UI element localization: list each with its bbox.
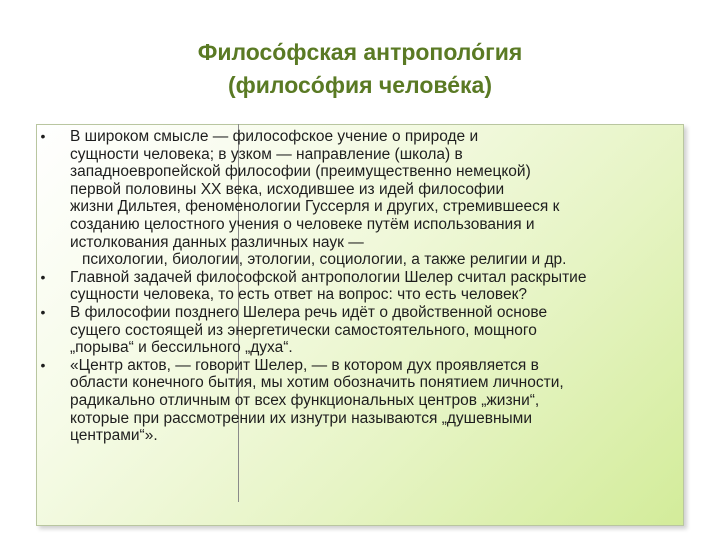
bullet-icon: •	[40, 128, 46, 144]
text-line: которые при рассмотрении их изнутри называются „душевными	[70, 409, 532, 427]
bullet-list	[36, 128, 656, 445]
text-line: западноевропейской философии (преимущественно немецкой)	[70, 163, 531, 181]
bullet-icon: •	[40, 268, 46, 285]
text-line: Главной задачей философской антропологии Шелер считал раскрытие	[70, 268, 587, 286]
title-line-2	[0, 69, 720, 102]
text-line: центрами“».	[70, 427, 158, 445]
list-item	[36, 357, 656, 445]
text-line: первой половины XX века, исходившее из идей философии	[70, 180, 505, 198]
text-line: „порыва“ и бессильного „духа“.	[70, 339, 293, 357]
title-subtitle: (филосо́фия челове́ка)	[228, 72, 492, 98]
bullet-icon: •	[40, 356, 46, 373]
text-line: истолкования данных различных наук —	[70, 233, 364, 251]
bullet-icon: •	[40, 303, 46, 320]
list-item	[36, 269, 656, 304]
list-item	[36, 128, 656, 269]
list-item	[36, 304, 656, 357]
text-line: жизни Дильтея, феноменологии Гуссерля и других, стремившееся к	[70, 198, 560, 216]
text-line: сущности человека; в узком — направление (школа) в	[70, 145, 463, 163]
text-line: сущего состоящей из энергетически самостоятельного, мощного	[70, 321, 537, 339]
text-line: психологии, биологии, этологии, социологии, а также религии и др.	[82, 251, 567, 269]
text-line: сущности человека, то есть ответ на вопрос: что есть человек?	[70, 286, 528, 304]
title-line-1: Филосо́фская антрополо́гия	[197, 39, 523, 65]
text-line: радикально отличным от всех функциональных центров „жизни“,	[70, 391, 540, 409]
text-line: созданию целостного учения о человеке путём использования и	[70, 215, 535, 233]
slide-title	[0, 36, 720, 102]
text-line: В широком смысле — философское учение о природе и	[70, 128, 479, 145]
text-line: «Центр актов, — говорит Шелер, — в котором дух проявляется в	[70, 356, 539, 374]
text-line: В философии позднего Шелера речь идёт о двойственной основе	[70, 303, 548, 321]
text-line: области конечного бытия, мы хотим обозначить понятием личности,	[70, 374, 564, 392]
